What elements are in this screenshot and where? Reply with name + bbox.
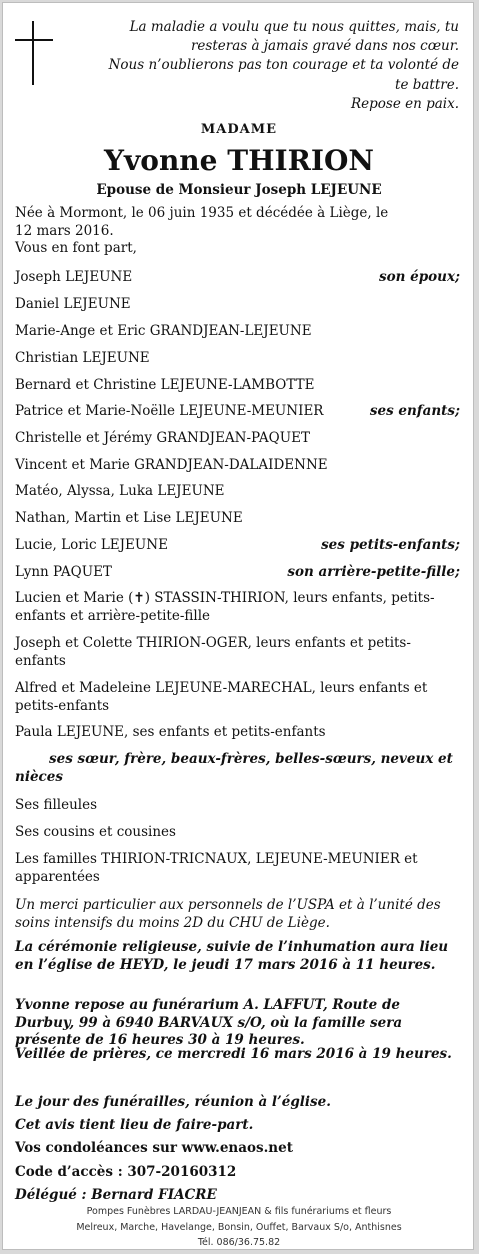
family-member: Daniel LEJEUNE [15, 296, 131, 312]
delegate-line: Délégué : Bernard FIACRE [15, 1187, 217, 1203]
family-row [15, 377, 460, 395]
family-row [15, 296, 460, 314]
family-role: son époux; [379, 269, 460, 285]
family-row [15, 403, 460, 421]
cousins-line: Ses cousins et cousines [15, 824, 176, 840]
family-row [15, 483, 460, 501]
intro-line: Vous en font part, [15, 240, 137, 256]
poem [103, 18, 459, 114]
siblings-role: ses sœur, frère, beaux-frères, belles-sœurs, neveux et nièces [15, 751, 453, 785]
family-row [15, 350, 460, 368]
family-role: ses petits-enfants; [321, 537, 460, 553]
honorific: MADAME [200, 122, 278, 137]
condolences-line: Vos condoléances sur www.enaos.net [15, 1140, 293, 1156]
thanks-paragraph: Un merci particulier aux personnels de l’USPA et à l’unité des soins intensifs du moins 2D du CHU de Liège. [15, 897, 441, 931]
family-row [15, 323, 460, 341]
funeral-director-footer [3, 1204, 474, 1250]
family-row [15, 564, 460, 582]
intro-line: Née à Mormont, le 06 juin 1935 et décédée à Liège, le [15, 205, 389, 221]
footer-line: Tél. 086/36.75.82 [197, 1237, 281, 1248]
family-member: Christelle et Jérémy GRANDJEAN-PAQUET [15, 430, 310, 446]
poem-line: La maladie a voulu que tu nous quittes, mais, tu [129, 19, 459, 35]
family-row [15, 510, 460, 528]
poem-line: te battre. [395, 76, 459, 93]
poem-line: Nous n’oublierons pas ton courage et ta volonté de [108, 57, 459, 74]
access-code-line: Code d’accès : 307-20160312 [15, 1164, 237, 1180]
family-row [15, 537, 460, 555]
poem-line: resteras à jamais gravé dans nos cœur. [190, 38, 459, 55]
death-notice-card [2, 2, 474, 1250]
family-row [15, 269, 460, 287]
footer-line: Pompes Funèbres LARDAU-JEANJEAN & fils funérariums et fleurs [86, 1206, 392, 1217]
poem-line: Repose en paix. [350, 95, 459, 112]
spouse-line: Epouse de Monsieur Joseph LEJEUNE [96, 182, 382, 198]
family-row: Paula LEJEUNE, ses enfants et petits-enfants [15, 724, 326, 740]
families-line: Les familles THIRION-TRICNAUX, LEJEUNE-MEUNIER et apparentées [15, 851, 418, 885]
family-member: Christian LEJEUNE [15, 350, 150, 366]
family-row [15, 430, 460, 448]
filleules-line: Ses filleules [15, 797, 98, 813]
vigil-notice: Veillée de prières, ce mercredi 16 mars 2016 à 19 heures. [15, 1046, 452, 1062]
intro [15, 205, 460, 258]
footer-line: Melreux, Marche, Havelange, Bonsin, Ouffet, Barvaux S/o, Anthisnes [76, 1221, 402, 1233]
family-member: Bernard et Christine LEJEUNE-LAMBOTTE [15, 377, 315, 393]
family-member: Nathan, Martin et Lise LEJEUNE [15, 510, 243, 526]
deceased-name: Yvonne THIRION [104, 144, 374, 177]
family-row: Joseph et Colette THIRION-OGER, leurs enfants et petits-enfants [15, 635, 411, 669]
funeral-home-notice: Yvonne repose au funérarium A. LAFFUT, Route de Durbuy, 99 à 6940 BARVAUX s/O, où la famille sera présente de 16 heures 30 à 19 heures. [15, 997, 403, 1048]
family-member: Vincent et Marie GRANDJEAN-DALAIDENNE [15, 457, 328, 473]
intro-line: 12 mars 2016. [15, 222, 114, 239]
family-member: Lynn PAQUET [15, 564, 112, 580]
family-row: Alfred et Madeleine LEJEUNE-MARECHAL, leurs enfants et petits-enfants [15, 680, 428, 714]
cross-icon [15, 21, 53, 85]
family-member: Lucie, Loric LEJEUNE [15, 537, 168, 553]
family-member: Joseph LEJEUNE [15, 269, 133, 285]
family-role: ses enfants; [369, 403, 460, 419]
family-member: Marie-Ange et Eric GRANDJEAN-LEJEUNE [15, 323, 312, 339]
family-role: son arrière-petite-fille; [287, 564, 460, 580]
family-row: Lucien et Marie (✝) STASSIN-THIRION, leurs enfants, petits-enfants et arrière-petite-fille [15, 590, 435, 624]
faire-part-notice: Cet avis tient lieu de faire-part. [15, 1117, 254, 1133]
family-member: Patrice et Marie-Noëlle LEJEUNE-MEUNIER [15, 403, 324, 419]
ceremony-notice: La cérémonie religieuse, suivie de l’inhumation aura lieu en l’église de HEYD, le jeudi 17 mars 2016 à 11 heures. [15, 939, 449, 973]
meeting-notice: Le jour des funérailles, réunion à l’église. [15, 1094, 331, 1110]
family-row [15, 457, 460, 475]
family-member: Matéo, Alyssa, Luka LEJEUNE [15, 483, 225, 499]
